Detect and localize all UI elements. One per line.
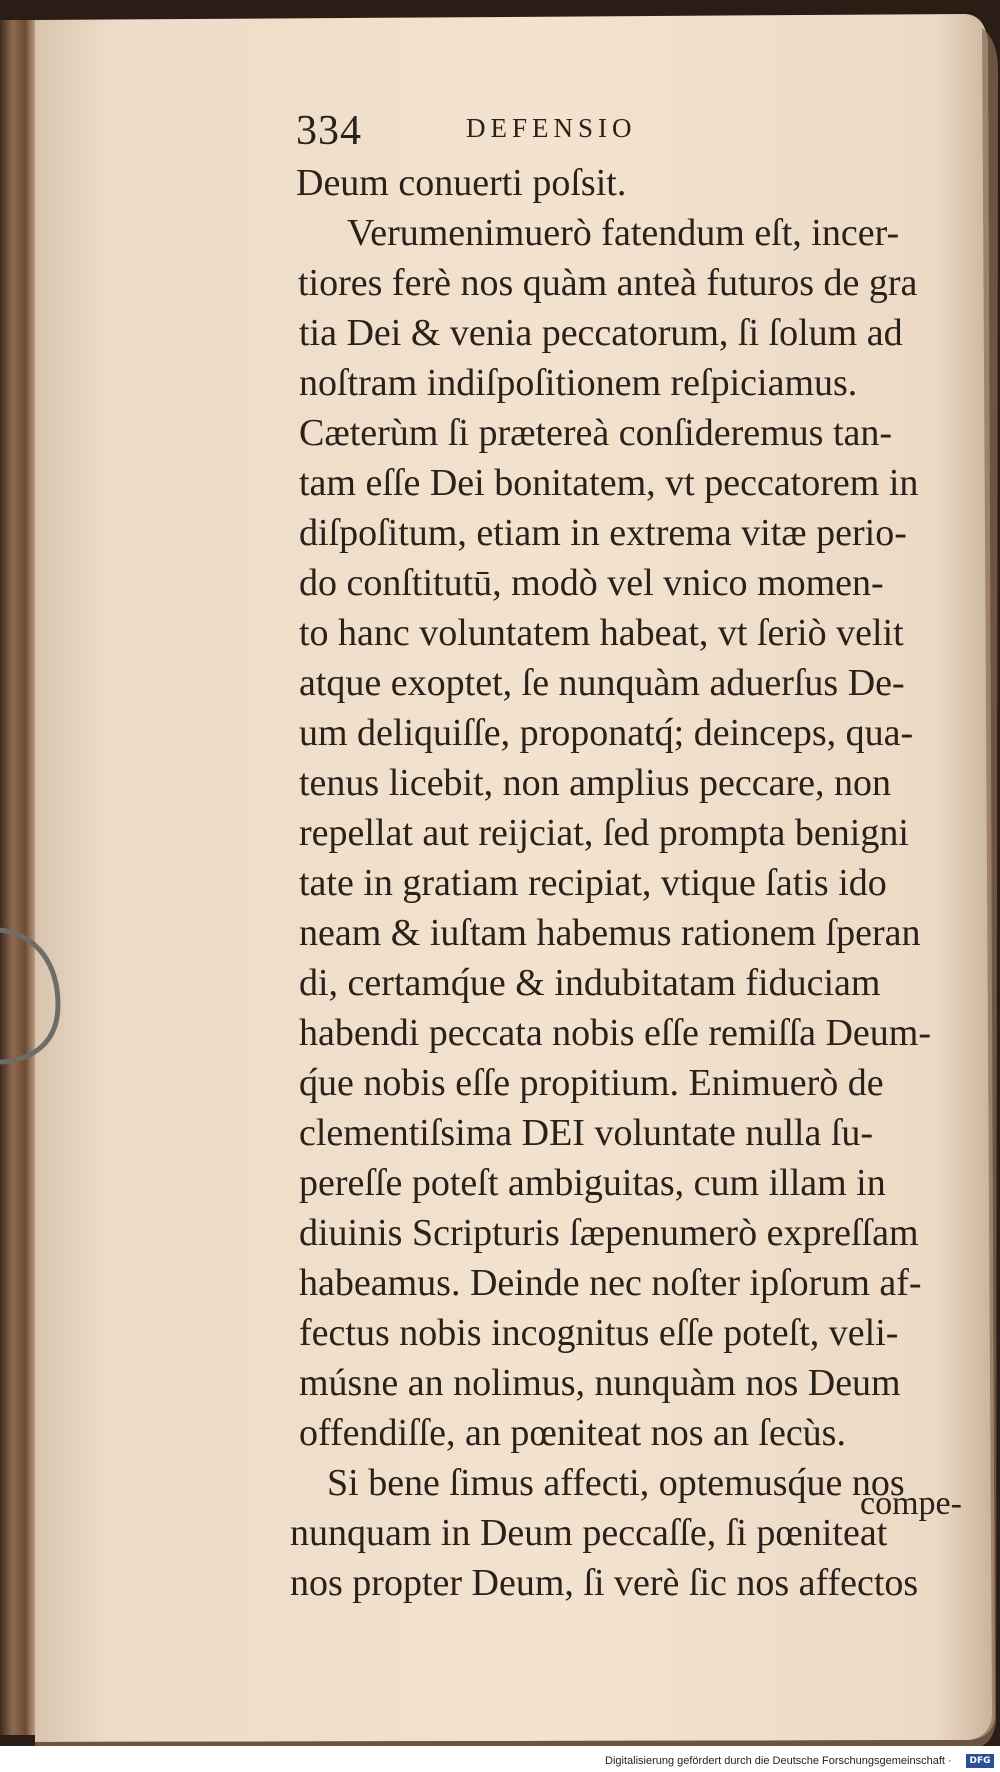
- body-line-9: do conſtitutū, modò vel vnico momen-: [299, 562, 884, 604]
- body-line-18: habendi peccata nobis eſſe remiſſa Deum-: [299, 1012, 932, 1054]
- body-line-25: músne an nolimus, nunquàm nos Deum: [299, 1362, 901, 1404]
- page-number: 334: [296, 108, 362, 154]
- body-line-28: nunquam in Deum peccaſſe, ſi pœniteat: [290, 1512, 888, 1554]
- body-line-14: repellat aut reijciat, ſed prompta benigni: [299, 812, 909, 854]
- body-line-3: tiores ferè nos quàm anteà futuros de gra: [298, 262, 918, 304]
- body-line-17: di, certamq́ue & indubitatam fiduciam: [299, 962, 881, 1004]
- body-line-13: tenus licebit, non amplius peccare, non: [299, 762, 891, 804]
- catchword: compe-: [860, 1485, 962, 1522]
- body-line-1: Deum conuerti poſsit.: [296, 162, 627, 204]
- body-line-19: q́ue nobis eſſe propitium. Enimuerò de: [299, 1062, 884, 1104]
- body-line-12: um deliquiſſe, proponatq́; deinceps, qua-: [299, 712, 914, 754]
- digitization-credit: Digitalisierung gefördert durch die Deutsche Forschungsgemeinschaft ·: [605, 1755, 952, 1767]
- dfg-logo: DFG: [966, 1754, 994, 1768]
- body-line-29: nos propter Deum, ſi verè ſic nos affectos: [290, 1562, 919, 1604]
- body-line-24: fectus nobis incognitus eſſe poteſt, veli-: [299, 1312, 899, 1354]
- body-line-22: diuinis Scripturis ſæpenumerò expreſſam: [299, 1212, 919, 1254]
- body-line-7: tam eſſe Dei bonitatem, vt peccatorem in: [299, 462, 919, 504]
- body-line-23: habeamus. Deinde nec noſter ipſorum af-: [299, 1262, 922, 1304]
- body-line-26: offendiſſe, an pœniteat nos an ſecùs.: [299, 1412, 846, 1454]
- body-line-5: noſtram indiſpoſitionem reſpiciamus.: [299, 362, 858, 404]
- body-line-2: Verumenimuerò fatendum eſt, incer-: [347, 212, 900, 254]
- body-line-16: neam & iuſtam habemus rationem ſperan: [299, 912, 921, 954]
- body-line-11: atque exoptet, ſe nunquàm aduerſus De-: [299, 662, 905, 704]
- running-head: DEFENSIO: [466, 113, 637, 143]
- body-line-8: diſpoſitum, etiam in extrema vitæ perio-: [299, 512, 907, 554]
- body-line-10: to hanc voluntatem habeat, vt ſeriò velit: [299, 612, 904, 654]
- body-line-21: pereſſe poteſt ambiguitas, cum illam in: [299, 1162, 886, 1204]
- body-line-20: clementiſsima DEI voluntate nulla ſu-: [299, 1112, 874, 1154]
- body-line-6: Cæterùm ſi prætereà conſideremus tan-: [299, 412, 893, 454]
- body-line-15: tate in gratiam recipiat, vtique ſatis ido: [299, 862, 887, 904]
- body-line-4: tia Dei & venia peccatorum, ſi ſolum ad: [299, 312, 903, 354]
- body-line-27: Si bene ſimus affecti, optemusq́ue nos: [327, 1462, 905, 1504]
